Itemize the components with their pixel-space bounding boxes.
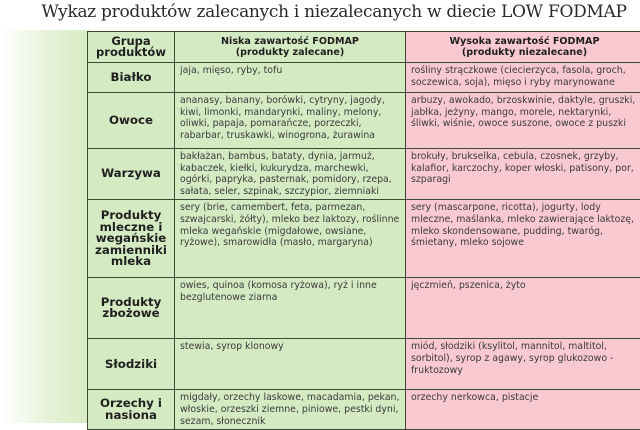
group-cell: Owoce [88,93,175,149]
low-fodmap-cell: stewia, syrop klonowy [175,339,406,390]
group-cell: Produkty mleczne i wegańskie zamienniki mleka [88,200,175,278]
table-row [88,390,640,430]
group-cell: Słodziki [88,339,175,390]
group-cell: Orzechy i nasiona [88,390,175,430]
group-cell: Warzywa [88,149,175,200]
low-fodmap-cell: sery (brie, camembert, feta, parmezan, szwajcarski, żółty), mleko bez laktozy, roślinne mleka wegańskie (migdałowe, owsiane, ryżowe), smarowidła (masło, margaryna) [175,200,406,278]
table-row [88,200,640,278]
page-title: Wykaz produktów zalecanych i niezalecanych w diecie LOW FODMAP [0,2,640,22]
high-fodmap-cell: arbuzy, awokado, brzoskwinie, daktyle, gruszki, jabłka, jeżyny, mango, morele, nektarynki, śliwki, wiśnie, owoce suszone, owoce z puszki [406,93,640,149]
header-high-fodmap [406,32,640,63]
table-row [88,63,640,93]
header-high-subtitle: (produkty niezalecane) [411,47,638,58]
low-fodmap-cell: migdały, orzechy laskowe, macadamia, pekan, włoskie, orzeszki ziemne, piniowe, pestki dyni, sezam, słonecznik [175,390,406,430]
low-fodmap-cell: jaja, mięso, ryby, tofu [175,63,406,93]
header-row [88,32,640,63]
background-gradient [0,30,90,423]
header-low-title: Niska zawartość FODMAP [180,36,400,47]
high-fodmap-cell: miód, słodziki (ksylitol, mannitol, maltitol, sorbitol), syrop z agawy, syrop glukozowo - fruktozowy [406,339,640,390]
header-high-title: Wysoka zawartość FODMAP [411,36,638,47]
low-fodmap-cell: ananasy, banany, borówki, cytryny, jagody, kiwi, limonki, mandarynki, maliny, melony, oliwki, papaja, pomarańcze, porzeczki, rabarbar, truskawki, winogrona, żurawina [175,93,406,149]
header-group: Grupa produktów [88,32,175,63]
high-fodmap-cell: sery (mascarpone, ricotta), jogurty, lody mleczne, maślanka, mleko zawierające laktozę, mleko skondensowane, pudding, twaróg, śmietany, mleko sojowe [406,200,640,278]
table-row [88,278,640,339]
high-fodmap-cell: orzechy nerkowca, pistacje [406,390,640,430]
group-cell: Białko [88,63,175,93]
header-low-subtitle: (produkty zalecane) [180,47,400,58]
table-row [88,149,640,200]
fodmap-table [87,31,640,430]
low-fodmap-cell: owies, quinoa (komosa ryżowa), ryż i inne bezglutenowe ziarna [175,278,406,339]
high-fodmap-cell: rośliny strączkowe (ciecierzyca, fasola, groch, soczewica, soja), mięso i ryby marynowane [406,63,640,93]
table-row [88,339,640,390]
header-low-fodmap [175,32,406,63]
high-fodmap-cell: jęczmień, pszenica, żyto [406,278,640,339]
low-fodmap-cell: bakłażan, bambus, bataty, dynia, jarmuż, kabaczek, kiełki, kukurydza, marchewki, ogórki, papryka, pasternak, pomidory, rzepa, sałata, seler, szpinak, szczypior, ziemniaki [175,149,406,200]
group-cell: Produkty zbożowe [88,278,175,339]
table-row [88,93,640,149]
high-fodmap-cell: brokuły, brukselka, cebula, czosnek, grzyby, kalafior, karczochy, koper włoski, patisony, por, szparagi [406,149,640,200]
